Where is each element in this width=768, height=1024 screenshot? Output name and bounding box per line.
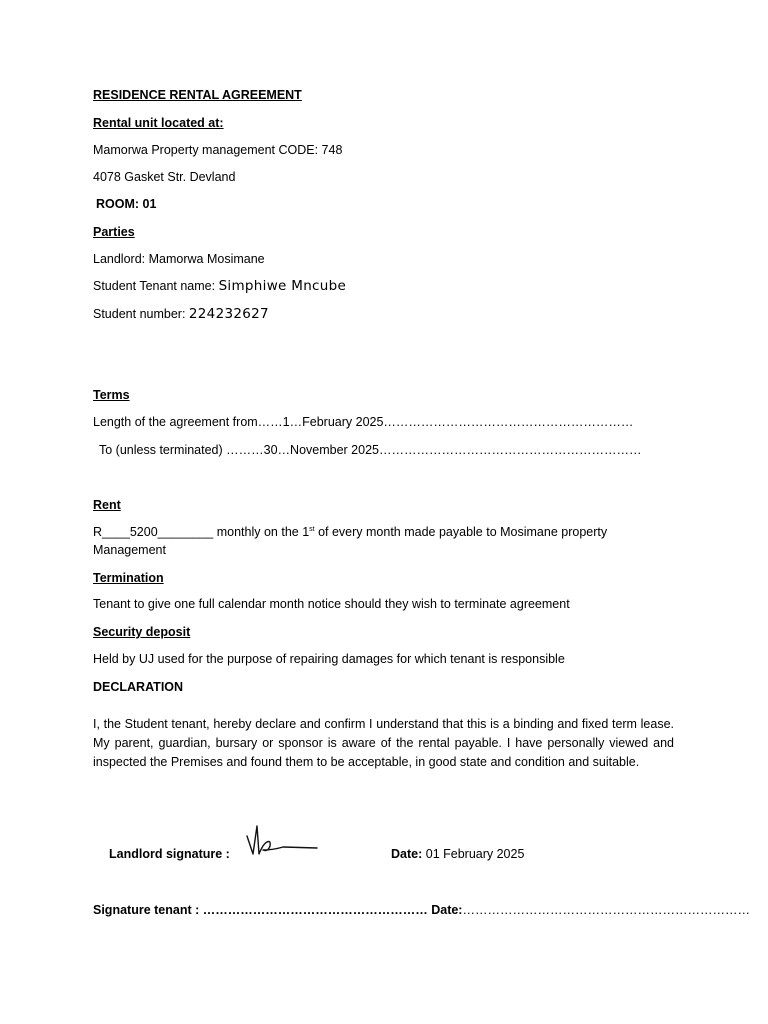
declaration-text: I, the Student tenant, hereby declare and confirm I understand that this is a binding and fixed term lease. My parent, guardian, bursary or sponsor is aware of the rental payable. I have personally viewed and inspected the Premises and found them to be acceptable, in good state and condition and suitable.	[93, 717, 674, 769]
termination-text: Tenant to give one full calendar month notice should they wish to terminate agreement	[93, 597, 570, 611]
landlord-name: Mamorwa Mosimane	[148, 252, 265, 266]
student-number-label: Student number:	[93, 307, 189, 321]
student-number-line	[93, 306, 269, 322]
rent-heading: Rent	[93, 498, 121, 512]
rent-line-sup: st	[309, 525, 315, 533]
rent-line-prefix: R____5200________ monthly on the 1	[93, 525, 310, 539]
student-number-value: 224232627	[188, 306, 269, 322]
termination-heading: Termination	[93, 571, 164, 585]
landlord-date-label: Date:	[391, 847, 423, 861]
terms-from-line: Length of the agreement from……1…February 2025……………………………………………………	[93, 415, 634, 429]
deposit-heading: Security deposit	[93, 625, 191, 639]
deposit-text: Held by UJ used for the purpose of repairing damages for which tenant is responsible	[93, 652, 565, 666]
parties-heading: Parties	[93, 225, 135, 239]
tenant-signature-label: Signature tenant : ………………………………………………	[93, 903, 428, 917]
landlord-date-line	[391, 846, 524, 862]
declaration-heading: DECLARATION	[93, 680, 184, 694]
landlord-line	[93, 251, 265, 267]
room-line: ROOM: 01	[96, 197, 157, 211]
rent-line	[93, 524, 607, 540]
rent-line-continuation: Management	[93, 543, 166, 557]
property-line: Mamorwa Property management CODE: 748	[93, 143, 343, 157]
tenant-name-label: Student Tenant name:	[93, 279, 219, 293]
landlord-signature-image	[243, 820, 323, 862]
document-title: RESIDENCE RENTAL AGREEMENT	[93, 88, 302, 102]
tenant-signature-line	[93, 902, 750, 918]
location-heading: Rental unit located at:	[93, 116, 224, 130]
terms-heading: Terms	[93, 388, 130, 402]
tenant-name-line	[93, 278, 346, 294]
tenant-date-value: ……………………………………………………………	[462, 903, 750, 917]
rent-line-suffix: of every month made payable to Mosimane property	[314, 525, 608, 539]
tenant-date-label: Date:	[431, 903, 463, 917]
landlord-date-value: 01 February 2025	[422, 847, 525, 861]
landlord-signature-label: Landlord signature :	[109, 847, 230, 861]
terms-to-line: To (unless terminated) ………30…November 2025………………………………………………………	[99, 443, 642, 457]
address-line: 4078 Gasket Str. Devland	[93, 170, 236, 184]
tenant-name-value: Simphiwe Mncube	[218, 278, 347, 294]
landlord-label: Landlord:	[93, 252, 149, 266]
